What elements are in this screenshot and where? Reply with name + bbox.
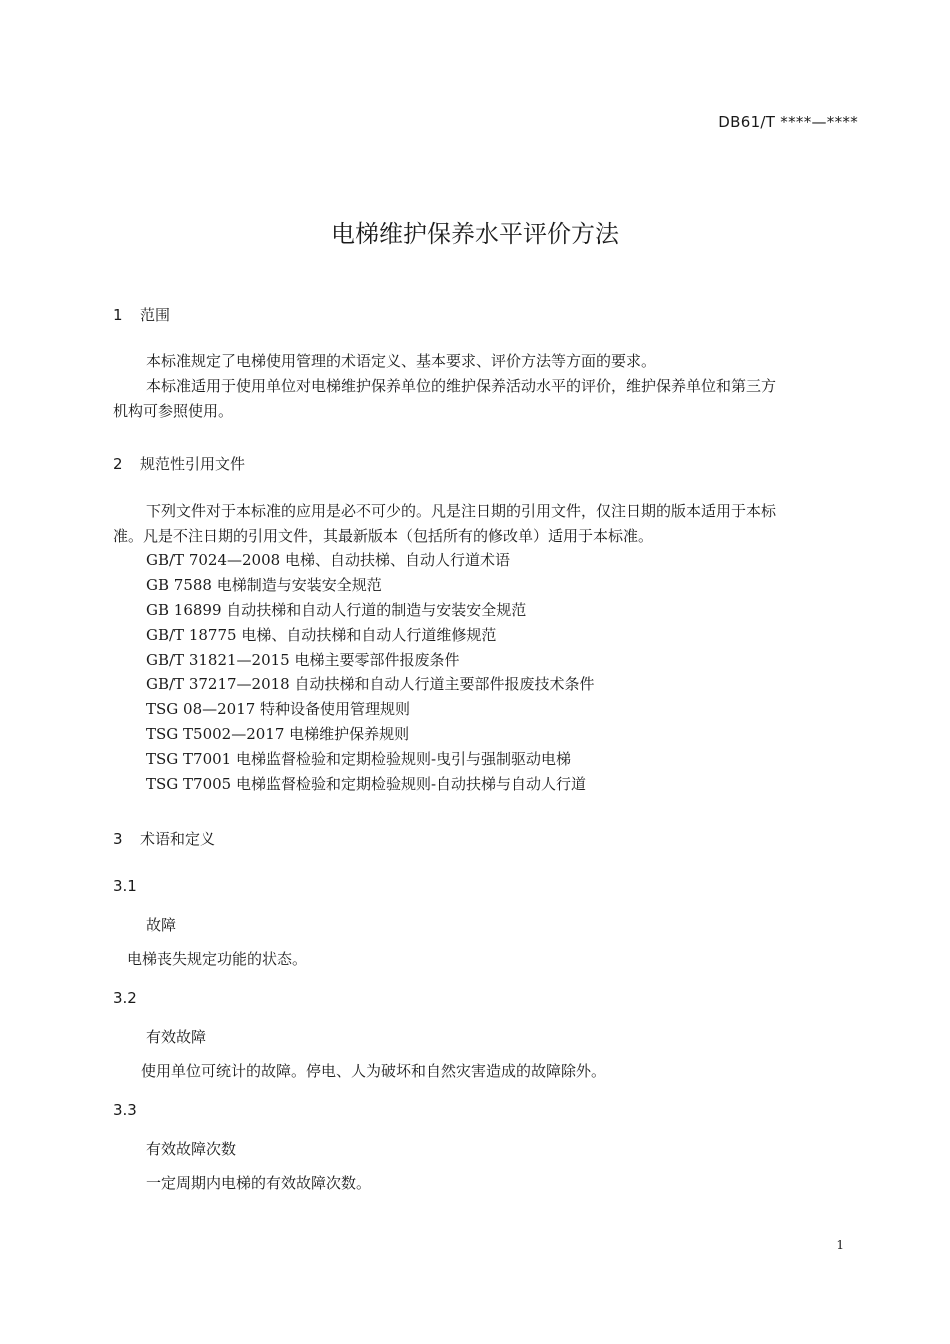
document-title: 电梯维护保养水平评价方法 bbox=[331, 220, 619, 248]
term-name: 有效故障 bbox=[146, 1028, 207, 1046]
section-number: 1 bbox=[113, 306, 123, 324]
paragraph-continuation: 机构可参照使用。 bbox=[113, 402, 234, 420]
reference-item: TSG T7001 电梯监督检验和定期检验规则-曳引与强制驱动电梯 bbox=[146, 750, 572, 768]
reference-item: GB 7588 电梯制造与安装安全规范 bbox=[146, 576, 382, 594]
section-heading-terms-definitions bbox=[113, 828, 215, 849]
term-definition: 使用单位可统计的故障。停电、人为破坏和自然灾害造成的故障除外。 bbox=[141, 1062, 607, 1080]
reference-item: TSG 08—2017 特种设备使用管理规则 bbox=[146, 700, 411, 718]
term-definition: 一定周期内电梯的有效故障次数。 bbox=[146, 1174, 372, 1192]
reference-item: GB/T 37217—2018 自动扶梯和自动人行道主要部件报废技术条件 bbox=[146, 675, 595, 693]
term-name: 故障 bbox=[146, 916, 177, 934]
reference-item: GB/T 31821—2015 电梯主要零部件报废条件 bbox=[146, 651, 460, 669]
section-title: 范围 bbox=[140, 306, 171, 324]
section-number: 2 bbox=[113, 455, 123, 473]
term-number: 3.2 bbox=[113, 989, 137, 1007]
page-number: 1 bbox=[836, 1238, 844, 1252]
paragraph: 本标准规定了电梯使用管理的术语定义、基本要求、评价方法等方面的要求。 bbox=[146, 352, 657, 370]
reference-item: GB 16899 自动扶梯和自动人行道的制造与安装安全规范 bbox=[146, 601, 527, 619]
section-heading-normative-references bbox=[113, 453, 245, 474]
paragraph: 下列文件对于本标准的应用是必不可少的。凡是注日期的引用文件，仅注日期的版本适用于本标 bbox=[146, 502, 777, 520]
paragraph-continuation: 准。凡是不注日期的引用文件，其最新版本（包括所有的修改单）适用于本标准。 bbox=[113, 527, 654, 545]
section-title: 规范性引用文件 bbox=[140, 455, 246, 473]
reference-item: TSG T5002—2017 电梯维护保养规则 bbox=[146, 725, 410, 743]
term-number: 3.1 bbox=[113, 877, 137, 895]
term-number: 3.3 bbox=[113, 1101, 137, 1119]
section-number: 3 bbox=[113, 830, 123, 848]
standard-code: DB61/T ****—**** bbox=[718, 113, 858, 131]
paragraph: 本标准适用于使用单位对电梯维护保养单位的维护保养活动水平的评价，维护保养单位和第三方 bbox=[146, 377, 777, 395]
reference-item: GB/T 7024—2008 电梯、自动扶梯、自动人行道术语 bbox=[146, 551, 510, 569]
section-title: 术语和定义 bbox=[140, 830, 216, 848]
term-definition: 电梯丧失规定功能的状态。 bbox=[127, 950, 308, 968]
reference-item: GB/T 18775 电梯、自动扶梯和自动人行道维修规范 bbox=[146, 626, 497, 644]
reference-item: TSG T7005 电梯监督检验和定期检验规则-自动扶梯与自动人行道 bbox=[146, 775, 587, 793]
term-name: 有效故障次数 bbox=[146, 1140, 237, 1158]
section-heading-scope bbox=[113, 304, 170, 325]
